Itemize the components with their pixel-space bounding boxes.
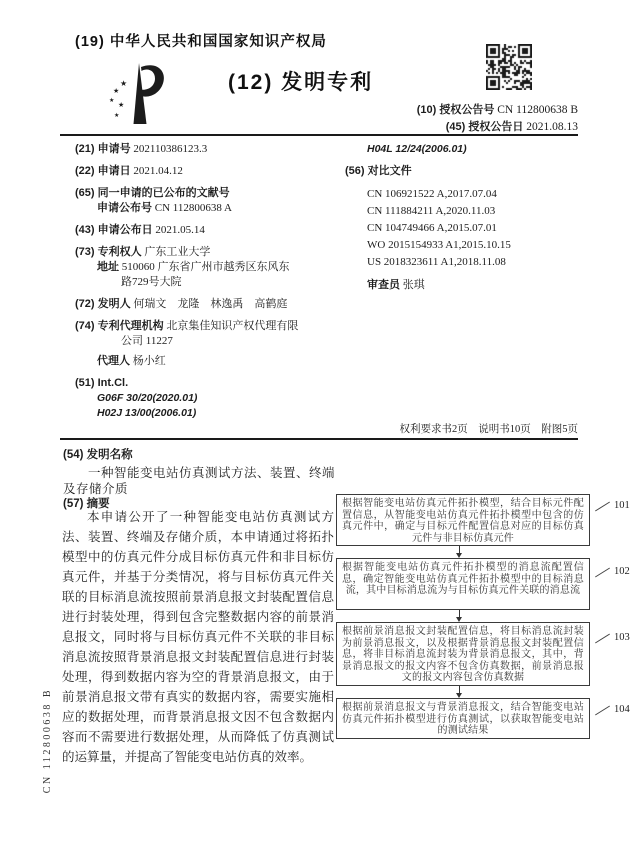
grant-date-value: 2021.08.13 bbox=[526, 121, 578, 133]
prior-publication: (65) 同一申请的已公布的文献号 申请公布号 CN 112800638 A bbox=[75, 187, 232, 214]
grant-number-value: CN 112800638 B bbox=[497, 104, 578, 116]
ref-tick-103 bbox=[595, 634, 610, 644]
flow-step-101: 根据智能变电站仿真元件拓扑模型，结合目标元件配置信息，从智能变电站仿真元件拓扑模型中包含的仿真元件中，确定与目标元件配置信息对应的目标仿真元件与非目标仿真元件 bbox=[336, 494, 590, 546]
cited-ref: US 2018323611 A1,2018.11.08 bbox=[367, 256, 506, 268]
cnipa-logo-icon bbox=[108, 60, 170, 130]
patent-office-name: (19) 中华人民共和国国家知识产权局 bbox=[75, 34, 327, 50]
svg-text:★: ★ bbox=[109, 98, 115, 104]
patentee-block: (73) 专利权人 广东工业大学 地址 510060 广东省广州市越秀区东风东 路729号大院 bbox=[75, 246, 290, 288]
qr-code bbox=[486, 44, 532, 90]
invention-title-line1: 一种智能变电站仿真测试方法、装置、终端 bbox=[88, 466, 336, 480]
grant-date-label: (45) 授权公告日 bbox=[445, 121, 524, 133]
ref-tick-101 bbox=[595, 502, 610, 512]
biblio-right-column bbox=[345, 142, 583, 300]
header-divider bbox=[60, 134, 578, 136]
flow-step-102: 根据智能变电站仿真元件拓扑模型的消息流配置信息，确定智能变电站仿真元件拓扑模型中的目标消息流，其中目标消息流为与目标仿真元件关联的消息流 bbox=[336, 558, 590, 610]
ref-tick-104 bbox=[595, 706, 610, 716]
svg-text:★: ★ bbox=[114, 113, 120, 119]
ref-label-104: 104 bbox=[614, 704, 630, 715]
int-cl-continued: H04L 12/24(2006.01) bbox=[367, 143, 467, 155]
biblio-left-column bbox=[75, 142, 339, 428]
side-document-code: CN 112800638 B bbox=[42, 688, 53, 794]
cited-ref: CN 106921522 A,2017.07.04 bbox=[367, 188, 497, 200]
examiner-row: 审查员 张琪 bbox=[367, 279, 425, 291]
cited-ref: WO 2015154933 A1,2015.10.15 bbox=[367, 239, 511, 251]
ref-label-101: 101 bbox=[614, 500, 630, 511]
svg-text:★: ★ bbox=[113, 87, 120, 95]
grant-number-row bbox=[300, 101, 578, 117]
ref-label-103: 103 bbox=[614, 632, 630, 643]
cited-ref: CN 111884211 A,2020.11.03 bbox=[367, 205, 496, 217]
document-type-title: (12) 发明专利 bbox=[228, 71, 374, 94]
ref-tick-102 bbox=[595, 568, 610, 578]
inventors-block: (72) 发明人 何瑞文 龙隆 林逸禹 高鹤庭 bbox=[75, 298, 288, 310]
application-date: (22) 申请日 2021.04.12 bbox=[75, 165, 183, 177]
grant-number-label: (10) 授权公告号 bbox=[416, 104, 495, 116]
int-cl-block: (51) Int.Cl. G06F 30/20(2020.01) H02J 13/00(2006.01) bbox=[75, 377, 198, 419]
publication-date: (43) 申请公布日 2021.05.14 bbox=[75, 224, 205, 236]
abstract-label: (57) 摘要 bbox=[63, 498, 110, 510]
application-number: (21) 申请号 202110386123.3 bbox=[75, 143, 208, 155]
agency-block: (74) 专利代理机构 北京集佳知识产权代理有限 公司 11227 代理人 杨小红 bbox=[75, 320, 299, 367]
cited-refs-list bbox=[345, 186, 583, 271]
svg-text:★: ★ bbox=[120, 79, 128, 88]
cited-refs-label: (56) 对比文件 bbox=[345, 165, 412, 177]
page-counts-line: 权利要求书2页 说明书10页 附图5页 bbox=[399, 424, 578, 435]
abstract-text: 本申请公开了一种智能变电站仿真测试方法、装置、终端及存储介质，本申请通过将拓扑模型中的仿真元件分成目标仿真元件和非目标仿真元件，并基于分类情况，将与目标仿真元件关联的目标消息流按照前景消息报文封装配置信息进行封装处理，得到包含完整数据内容的前景消息报文，同时将与目标仿真元件不关联的非目标消息流按照背景消息报文封装配置信息进行封装处理，得到数据内容为空的背景消息报文，由于前景消息报文带有真实的数据内容，需要实施相应的数据处理，而背景消息报文因不包含数据内容而不需要进行数据处理，从而降低了仿真测试的运算量，并提高了智能变电站仿真的效率。 bbox=[62, 510, 334, 764]
invention-title-label: (54) 发明名称 bbox=[63, 449, 133, 461]
svg-text:★: ★ bbox=[118, 101, 125, 109]
invention-title-line2: 及存储介质 bbox=[63, 482, 129, 496]
grant-date-row bbox=[300, 118, 578, 134]
flow-step-104: 根据前景消息报文与背景消息报文，结合智能变电站仿真元件拓扑模型进行仿真测试，以获取智能变电站的测试结果 bbox=[336, 698, 590, 739]
cited-ref: CN 104749466 A,2015.07.01 bbox=[367, 222, 497, 234]
flow-step-103: 根据前景消息报文封装配置信息，将目标消息流封装为前景消息报文，以及根据背景消息报文封装配置信息，将非目标消息流封装为背景消息报文，其中，背景消息报文的报文内容不包含仿真数据，前景消息报文的报文内容包含仿真数据 bbox=[336, 622, 590, 686]
flowchart-figure bbox=[336, 492, 635, 738]
section-divider bbox=[60, 438, 578, 440]
ref-label-102: 102 bbox=[614, 566, 630, 577]
